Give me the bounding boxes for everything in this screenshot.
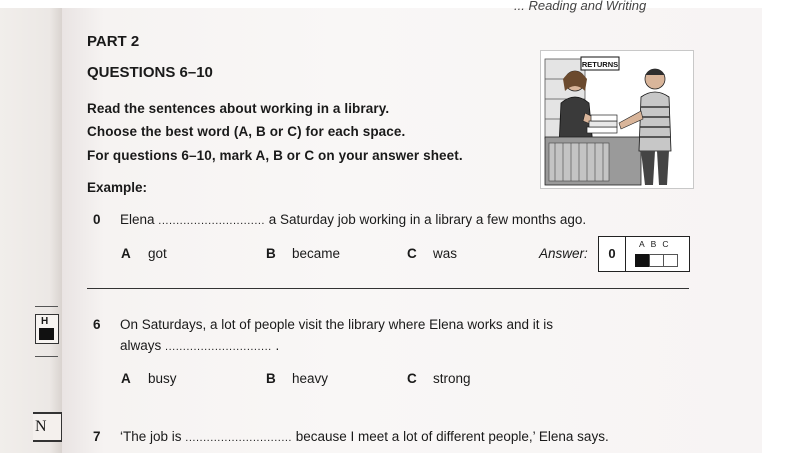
exam-page [62,0,762,453]
previous-page-edge [0,8,62,453]
margin-tab-letter: H [41,316,49,327]
option-letter: A [121,371,131,386]
answer-blank: .............................. [165,341,272,353]
sentence-text: because I meet a lot of different people,’ Elena says. [295,429,609,444]
margin-tab-fill [39,328,54,340]
question-number: 7 [93,429,101,444]
question-number: 6 [93,317,101,332]
option-word: strong [433,371,471,386]
answer-cell-c [663,254,678,267]
part-title: PART 2 [87,33,140,50]
sentence-text: ‘The job is [120,429,182,444]
option-letter: C [407,371,417,386]
question-text-line2 [120,338,279,353]
answer-box-number: 0 [599,237,626,271]
margin-corner-letter: N [33,412,63,442]
questions-title: QUESTIONS 6–10 [87,64,213,81]
option-word: busy [148,371,177,386]
option-letter: A [121,246,131,261]
example-sentence [120,212,586,227]
sentence-text: always [120,338,162,353]
question-text-line1: On Saturdays, a lot of people visit the library where Elena works and it is [120,317,553,332]
sentence-text: . [275,338,280,353]
answer-label: Answer: [539,246,588,261]
option-word: was [433,246,458,261]
answer-box-letters: ABC [639,239,675,249]
example-label: Example: [87,180,148,195]
margin-answer-tab [35,314,59,344]
answer-blank: .............................. [185,432,292,444]
example-answer-box [598,236,690,272]
option-letter: B [266,246,276,261]
answer-cell-b [649,254,664,267]
library-illustration [540,50,694,189]
option-word: got [148,246,167,261]
library-scene-drawing [541,51,693,188]
returns-sign-text: RETURNS [581,60,619,69]
instruction-line: Choose the best word (A, B or C) for each space. [87,124,406,139]
question-text [120,429,609,444]
option-letter: C [407,246,417,261]
instruction-line: Read the sentences about working in a library. [87,101,390,116]
sentence-text: a Saturday job working in a library a few months ago. [268,212,587,227]
example-number: 0 [93,212,101,227]
option-word: heavy [292,371,329,386]
margin-rule [35,306,58,307]
answer-blank: .............................. [158,215,265,227]
margin-rule [35,356,58,357]
running-header: ... Reading and Writing [514,0,647,13]
option-word: became [292,246,341,261]
option-letter: B [266,371,276,386]
instruction-line: For questions 6–10, mark A, B or C on your answer sheet. [87,148,463,163]
sentence-text: Elena [120,212,155,227]
section-divider [87,288,689,289]
answer-cell-a [635,254,650,267]
